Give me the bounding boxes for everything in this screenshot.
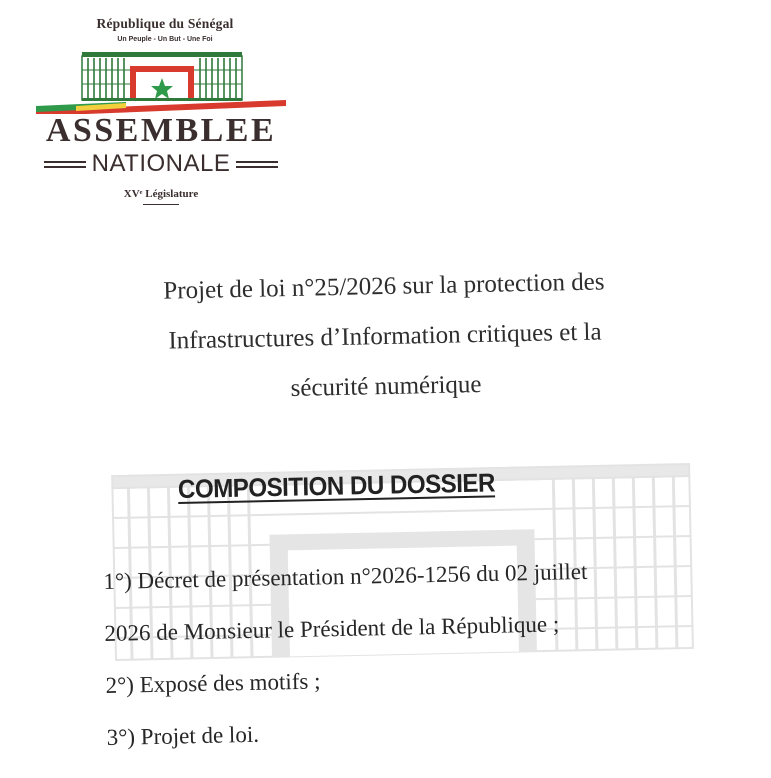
- dossier-contents-list: [103, 549, 707, 770]
- document-title-line: Infrastructures d’Information critiques et la: [168, 318, 602, 355]
- emblem-title: ASSEMBLEE: [45, 112, 277, 149]
- emblem-country: République du Sénégal: [96, 16, 234, 31]
- document-title: [68, 255, 701, 418]
- parliament-building-icon: [36, 48, 286, 114]
- list-item: 3°) Projet de loi.: [106, 721, 260, 750]
- emblem-right-rule: [236, 161, 278, 168]
- emblem-legislature: XVᵉ Législature: [123, 188, 199, 200]
- emblem-subtitle: NATIONALE: [91, 150, 231, 177]
- document-title-line: Projet de loi n°25/2026 sur la protection des: [163, 268, 605, 305]
- emblem-legislature-underline: [143, 204, 179, 205]
- assemblee-nationale-emblem: [36, 10, 286, 210]
- emblem-motto: Un Peuple - Un But - Une Foi: [117, 36, 213, 43]
- emblem-subtitle-row: [36, 150, 286, 178]
- list-item: 2026 de Monsieur le Président de la République ;: [104, 611, 560, 646]
- list-item: 2°) Exposé des motifs ;: [105, 668, 321, 698]
- list-item: 1°) Décret de présentation n°2026-1256 du 02 juillet: [103, 558, 588, 594]
- emblem-left-rule: [44, 161, 86, 168]
- document-title-line: sécurité numérique: [290, 370, 482, 402]
- section-heading: COMPOSITION DU DOSSIER: [177, 467, 496, 504]
